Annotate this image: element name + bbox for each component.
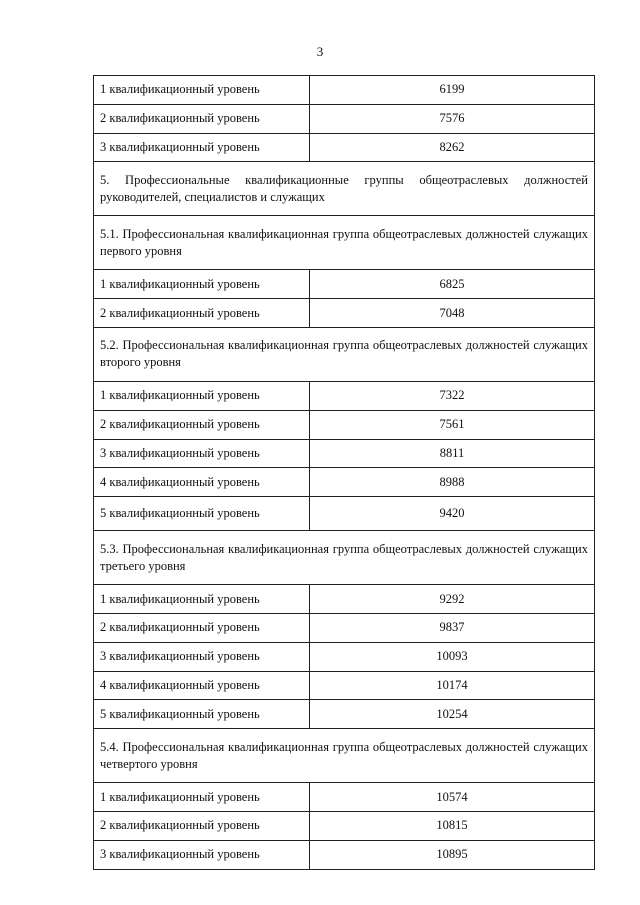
table-row (94, 840, 595, 869)
salary-value: 8262 (310, 133, 595, 162)
table-row (94, 410, 595, 439)
salary-value: 6199 (310, 76, 595, 105)
page-number: 3 (316, 44, 324, 59)
salary-value: 10254 (310, 700, 595, 729)
qualification-level-label: 3 квалификационный уровень (94, 840, 310, 869)
table-row (94, 497, 595, 531)
qualification-level-label: 4 квалификационный уровень (94, 468, 310, 497)
salary-value: 7048 (310, 299, 595, 328)
section-title: 5.1. Профессиональная квалификационная группа общеотраслевых должностей служащих первого уровня (94, 216, 595, 270)
qualification-level-label: 3 квалификационный уровень (94, 439, 310, 468)
salary-value: 10895 (310, 840, 595, 869)
qualification-level-label: 2 квалификационный уровень (94, 104, 310, 133)
table-row (94, 613, 595, 642)
qualification-level-label: 4 квалификационный уровень (94, 671, 310, 700)
table-row (94, 104, 595, 133)
salary-value: 10174 (310, 671, 595, 700)
salary-value: 7322 (310, 381, 595, 410)
section-header-row (94, 531, 595, 585)
table-row (94, 133, 595, 162)
section-header-row (94, 327, 595, 381)
qualification-level-label: 1 квалификационный уровень (94, 381, 310, 410)
qualification-level-label: 2 квалификационный уровень (94, 613, 310, 642)
qualification-level-label: 1 квалификационный уровень (94, 585, 310, 614)
qualification-level-label: 5 квалификационный уровень (94, 497, 310, 531)
salary-value: 9420 (310, 497, 595, 531)
salary-value: 10574 (310, 783, 595, 812)
section-header-row (94, 216, 595, 270)
section-header-row (94, 162, 595, 216)
table-row (94, 700, 595, 729)
section-title: 5.3. Профессиональная квалификационная группа общеотраслевых должностей служащих третьего уровня (94, 531, 595, 585)
qualification-level-label: 3 квалификационный уровень (94, 642, 310, 671)
table-row (94, 811, 595, 840)
salary-value: 9837 (310, 613, 595, 642)
qualification-level-label: 2 квалификационный уровень (94, 299, 310, 328)
qualification-level-label: 1 квалификационный уровень (94, 76, 310, 105)
salary-value: 10093 (310, 642, 595, 671)
salary-value: 7576 (310, 104, 595, 133)
table-row (94, 270, 595, 299)
table-row (94, 299, 595, 328)
table-row (94, 381, 595, 410)
qualification-level-label: 2 квалификационный уровень (94, 811, 310, 840)
salary-value: 9292 (310, 585, 595, 614)
section-header-row (94, 729, 595, 783)
salary-value: 6825 (310, 270, 595, 299)
table-row (94, 585, 595, 614)
salary-value: 8811 (310, 439, 595, 468)
section-title: 5.2. Профессиональная квалификационная группа общеотраслевых должностей служащих второго уровня (94, 327, 595, 381)
qualification-level-label: 2 квалификационный уровень (94, 410, 310, 439)
table-row (94, 671, 595, 700)
qualification-level-label: 1 квалификационный уровень (94, 270, 310, 299)
qualification-level-label: 1 квалификационный уровень (94, 783, 310, 812)
table-row (94, 76, 595, 105)
table-row (94, 642, 595, 671)
qualification-level-label: 3 квалификационный уровень (94, 133, 310, 162)
table-row (94, 783, 595, 812)
table-row (94, 468, 595, 497)
salary-value: 8988 (310, 468, 595, 497)
table-body (94, 76, 595, 870)
salary-value: 10815 (310, 811, 595, 840)
section-title: 5. Профессиональные квалификационные группы общеотраслевых должностей руководителей, специалистов и служащих (94, 162, 595, 216)
table-row (94, 439, 595, 468)
salary-value: 7561 (310, 410, 595, 439)
qualification-level-label: 5 квалификационный уровень (94, 700, 310, 729)
qualification-salary-table (93, 75, 595, 870)
section-title: 5.4. Профессиональная квалификационная группа общеотраслевых должностей служащих четвертого уровня (94, 729, 595, 783)
